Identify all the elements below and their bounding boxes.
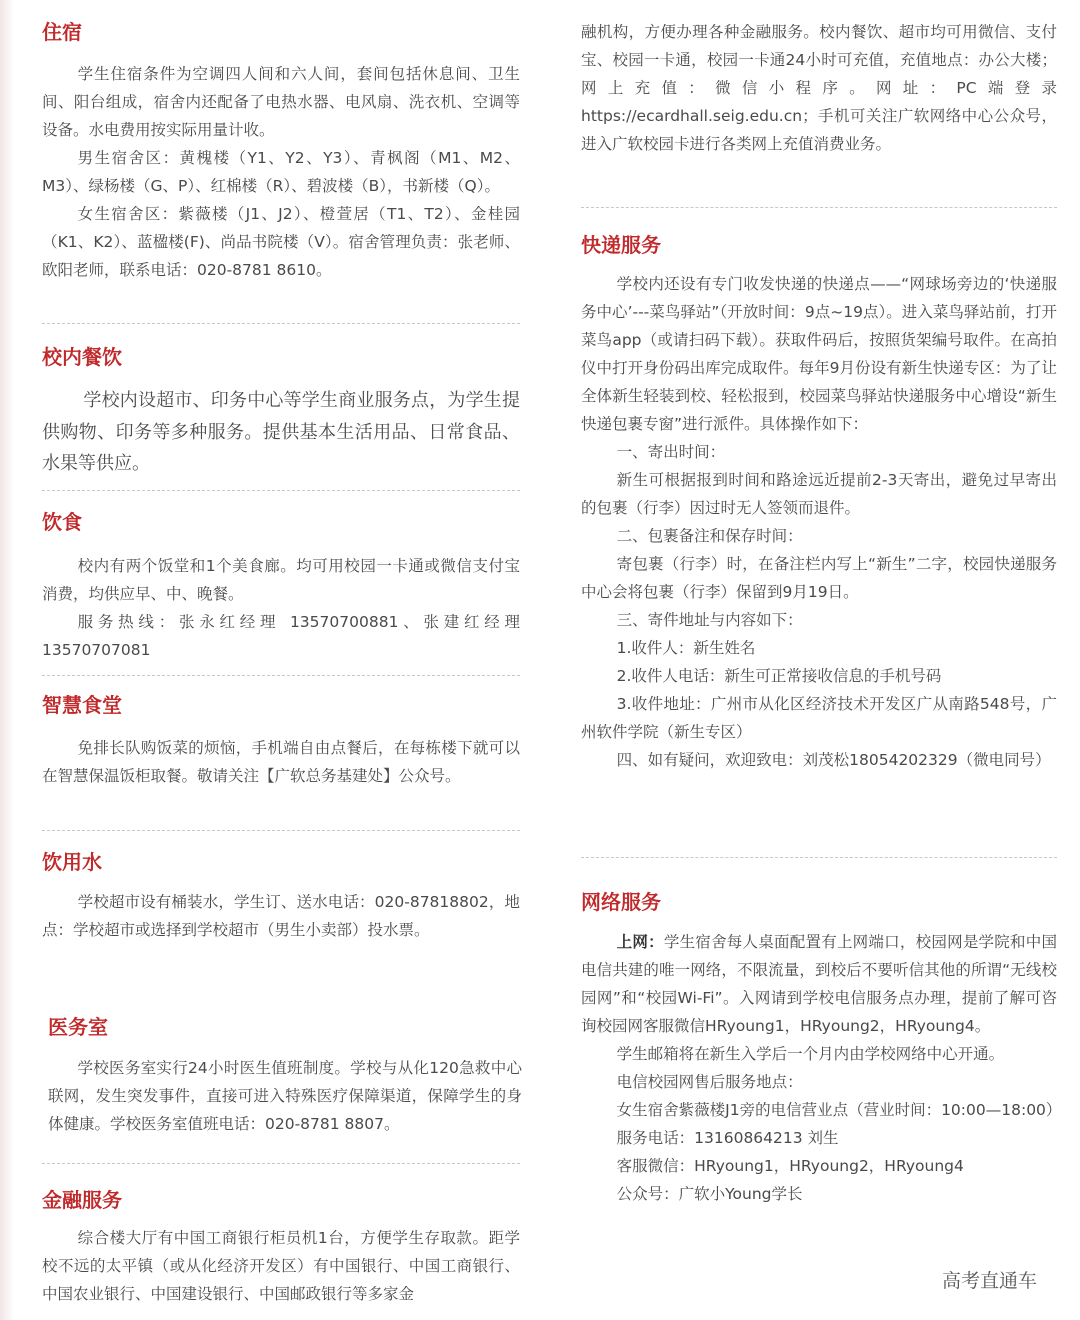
section-title: 饮用水 xyxy=(42,850,102,874)
section-title: 智慧食堂 xyxy=(42,693,122,717)
paragraph: 学校内设超市、印务中心等学生商业服务点，为学生提供购物、印务等多种服务。提供基本生活用品、日常食品、水果等供应。 xyxy=(42,390,520,474)
paragraph: 融机构，方便办理各种金融服务。校内餐饮、超市均可用微信、支付宝、校园一卡通，校园一卡通24小时可充值，充值地点：办公大楼；网上充值：微信小程序。网址：PC端登录https://ecardhall.seig.edu.cn；手机可关注广软网络中心公众号，进入广软校园卡进行各类网上充值消费业务。 xyxy=(581,23,1057,153)
divider xyxy=(42,323,520,324)
lead-label: 上网： xyxy=(616,933,664,951)
paragraph: 女生宿舍紫薇楼J1旁的电信营业点（营业时间：10:00—18:00） xyxy=(616,1101,1062,1119)
paragraph: 电信校园网售后服务地点： xyxy=(616,1073,803,1091)
section-smart-canteen xyxy=(42,691,520,790)
paragraph: 服务热线：张永红经理 13570700881、张建红经理 13570707081 xyxy=(42,613,520,659)
page-edge xyxy=(0,0,14,1320)
paragraph: 1.收件人：新生姓名 xyxy=(616,639,756,657)
paragraph: 客服微信：HRyoung1，HRyoung2，HRyoung4 xyxy=(616,1157,964,1175)
divider xyxy=(42,830,520,831)
section-title: 饮食 xyxy=(42,510,82,534)
section-title: 网络服务 xyxy=(581,890,661,914)
paragraph: 学生宿舍每人桌面配置有上网端口，校园网是学院和中国电信共建的唯一网络，不限流量，到校后不要听信其他的所谓“无线校园网”和“校园Wi-Fi”。入网请到学校电信服务点办理，提前了解可咨询校园网客服微信HRyoung1，HRyoung2，HRyoung4。 xyxy=(581,933,1057,1035)
section-express xyxy=(581,231,1057,774)
paragraph: 四、如有疑问，欢迎致电：刘茂松18054202329（微电同号） xyxy=(616,751,1051,769)
section-title: 校内餐饮 xyxy=(42,345,122,369)
divider xyxy=(42,1163,520,1164)
paragraph: 一、寄出时间： xyxy=(616,443,726,461)
paragraph: 二、包裹备注和保存时间： xyxy=(616,527,803,545)
divider xyxy=(42,490,520,491)
paragraph: 综合楼大厅有中国工商银行柜员机1台，方便学生存取款。距学校不远的太平镇（或从化经济开发区）有中国银行、中国工商银行、中国农业银行、中国建设银行、中国邮政银行等多家金 xyxy=(42,1229,520,1303)
paragraph: 校内有两个饭堂和1个美食廊。均可用校园一卡通或微信支付宝消费，均供应早、中、晚餐。 xyxy=(42,557,520,603)
paragraph: 男生宿舍区：黄槐楼（Y1、Y2、Y3）、青枫阁（M1、M2、M3）、绿杨楼（G、P）、红棉楼（R）、碧波楼（B），书新楼（Q）。 xyxy=(42,149,520,195)
paragraph: 服务电话：13160864213 刘生 xyxy=(616,1129,839,1147)
section-title: 医务室 xyxy=(48,1015,108,1039)
divider xyxy=(42,675,520,676)
paragraph: 学生住宿条件为空调四人间和六人间，套间包括休息间、卫生间、阳台组成，宿舍内还配备了电热水器、电风扇、洗衣机、空调等设备。水电费用按实际用量计收。 xyxy=(42,65,520,139)
paragraph: 学生邮箱将在新生入学后一个月内由学校网络中心开通。 xyxy=(616,1045,1005,1063)
section-title: 金融服务 xyxy=(42,1188,122,1212)
paragraph: 免排长队购饭菜的烦恼，手机端自由点餐后，在每栋楼下就可以在智慧保温饭柜取餐。敬请关注【广软总务基建处】公众号。 xyxy=(42,739,520,785)
section-housing xyxy=(42,18,520,284)
section-title: 快递服务 xyxy=(581,233,661,257)
section-water xyxy=(42,848,520,944)
section-shops xyxy=(42,343,520,480)
divider xyxy=(581,857,1057,858)
paragraph: 新生可根据报到时间和路途远近提前2-3天寄出，避免过早寄出的包裹（行李）因过时无人签领而退件。 xyxy=(581,471,1057,517)
section-network xyxy=(581,888,1062,1208)
paragraph: 女生宿舍区：紫薇楼（J1、J2）、橙萱居（T1、T2）、金桂园（K1、K2）、蓝楹楼(F)、尚品书院楼（V）。宿舍管理负责：张老师、欧阳老师，联系电话：020-8781 8610。 xyxy=(42,205,520,279)
paragraph: 学校超市设有桶装水，学生订、送水电话：020-87818802，地点：学校超市或选择到学校超市（男生小卖部）投水票。 xyxy=(42,893,520,939)
paragraph: 公众号：广软小Young学长 xyxy=(616,1185,803,1203)
divider xyxy=(581,207,1057,208)
section-title: 住宿 xyxy=(42,20,82,44)
paragraph: 学校医务室实行24小时医生值班制度。学校与从化120急救中心联网，发生突发事件，直接可进入特殊医疗保障渠道，保障学生的身体健康。学校医务室值班电话：020-8781 8807。 xyxy=(48,1059,522,1133)
watermark: 高考直通车 xyxy=(942,1270,1038,1292)
section-food xyxy=(42,508,520,664)
paragraph: 3.收件地址：广州市从化区经济技术开发区广从南路548号，广州软件学院（新生专区） xyxy=(581,695,1057,741)
section-clinic xyxy=(48,1013,522,1138)
section-finance xyxy=(42,1186,520,1308)
paragraph: 学校内还设有专门收发快递的快递点——“网球场旁边的‘快递服务中心’---菜鸟驿站”（开放时间：9点~19点）。进入菜鸟驿站前，打开菜鸟app（或请扫码下载）。获取件码后，按照货架编号取件。在高拍仪中打开身份码出库完成取件。每年9月份设有新生快递专区：为了让全体新生轻装到校、轻松报到，校园菜鸟驿站快递服务中心增设“新生快递包裹专窗”进行派件。具体操作如下： xyxy=(581,275,1057,433)
paragraph: 2.收件人电话：新生可正常接收信息的手机号码 xyxy=(616,667,942,685)
paragraph: 三、寄件地址与内容如下： xyxy=(616,611,803,629)
paragraph: 寄包裹（行李）时，在备注栏内写上“新生”二字，校园快递服务中心会将包裹（行李）保留到9月19日。 xyxy=(581,555,1057,601)
section-finance-continued xyxy=(581,18,1057,158)
